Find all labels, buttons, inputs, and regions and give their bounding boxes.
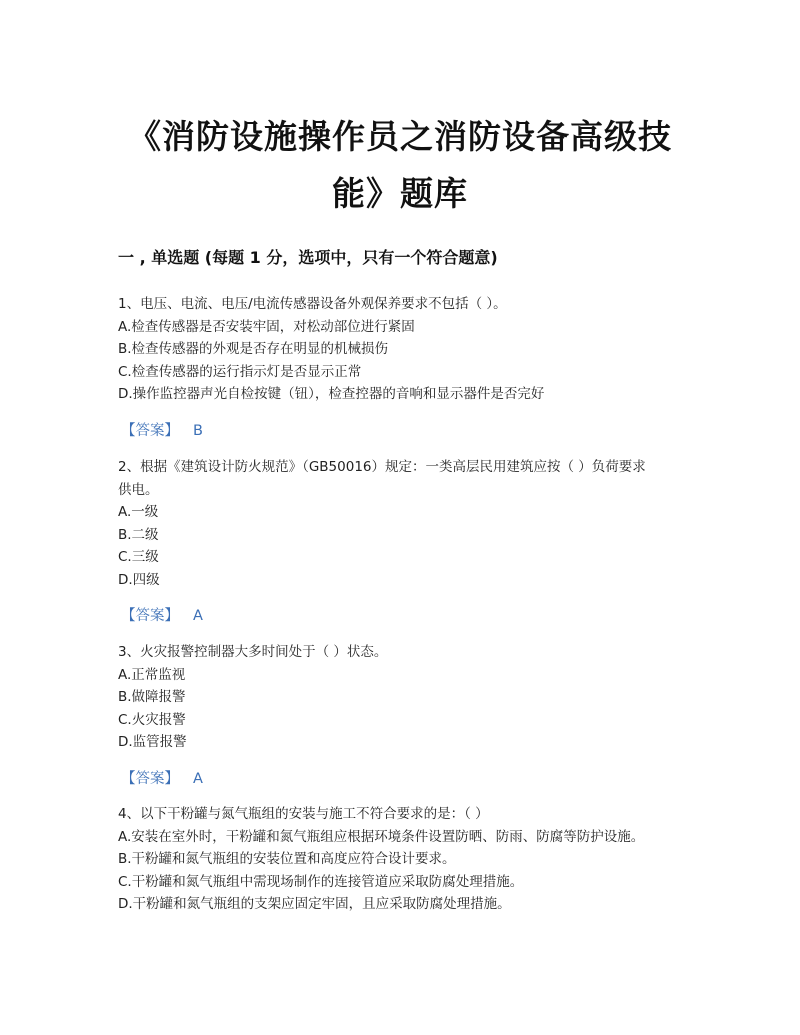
- question-stem: 3、火灾报警控制器大多时间处于（ ）状态。: [118, 644, 388, 660]
- answer-value: B: [193, 422, 203, 439]
- option-a: A.正常监视: [118, 666, 186, 683]
- option-b: B.二级: [118, 526, 159, 543]
- option-b: B.检查传感器的外观是否存在明显的机械损伤: [118, 341, 389, 357]
- answer-label: 【答案】: [121, 770, 179, 787]
- option-d: D.四级: [118, 571, 160, 588]
- option-c: C.干粉罐和氮气瓶组中需现场制作的连接管道应采取防腐处理措施。: [118, 873, 524, 890]
- option-a: A.一级: [118, 504, 159, 520]
- option-c: C.三级: [118, 549, 159, 565]
- title-line-2: 能》题库: [332, 174, 468, 213]
- question-stem: 4、以下干粉罐与氮气瓶组的安装与施工不符合要求的是：（ ）: [118, 806, 489, 822]
- answer-value: A: [193, 770, 203, 787]
- option-d: D.监管报警: [118, 734, 187, 750]
- title-line-1: 《消防设施操作员之消防设备高级技: [128, 117, 672, 156]
- question-3: [118, 641, 688, 790]
- option-b: B.做障报警: [118, 689, 186, 705]
- question-stem-line-1: 2、根据《建筑设计防火规范》（GB50016）规定：一类高层民用建筑应按（ ）负荷要求: [118, 459, 646, 475]
- option-d: D.干粉罐和氮气瓶组的支架应固定牢固，且应采取防腐处理措施。: [118, 896, 511, 912]
- question-2: [118, 456, 688, 627]
- option-a: A.检查传感器是否安装牢固，对松动部位进行紧固: [118, 318, 415, 335]
- section-heading: 一 , 单选题 (每题 1 分，选项中，只有一个符合题意): [118, 248, 498, 267]
- question-4: [118, 803, 688, 916]
- answer-label: 【答案】: [121, 422, 179, 439]
- question-1: [118, 293, 688, 442]
- question-stem: 1、电压、电流、电压/电流传感器设备外观保养要求不包括（ ）。: [118, 296, 507, 312]
- document-title: [100, 108, 700, 222]
- option-c: C.火灾报警: [118, 711, 186, 728]
- answer-line: [118, 768, 688, 790]
- option-d: D.操作监控器声光自检按键（钮），检查控器的音响和显示器件是否完好: [118, 386, 545, 402]
- answer-line: [118, 605, 688, 627]
- answer-value: A: [193, 608, 203, 624]
- answer-label: 【答案】: [121, 608, 179, 624]
- option-a: A.安装在室外时，干粉罐和氮气瓶组应根据环境条件设置防晒、防雨、防腐等防护设施。: [118, 828, 645, 845]
- option-b: B.干粉罐和氮气瓶组的安装位置和高度应符合设计要求。: [118, 851, 456, 867]
- question-stem-line-2: 供电。: [118, 481, 159, 498]
- option-c: C.检查传感器的运行指示灯是否显示正常: [118, 363, 362, 380]
- answer-line: [118, 420, 688, 442]
